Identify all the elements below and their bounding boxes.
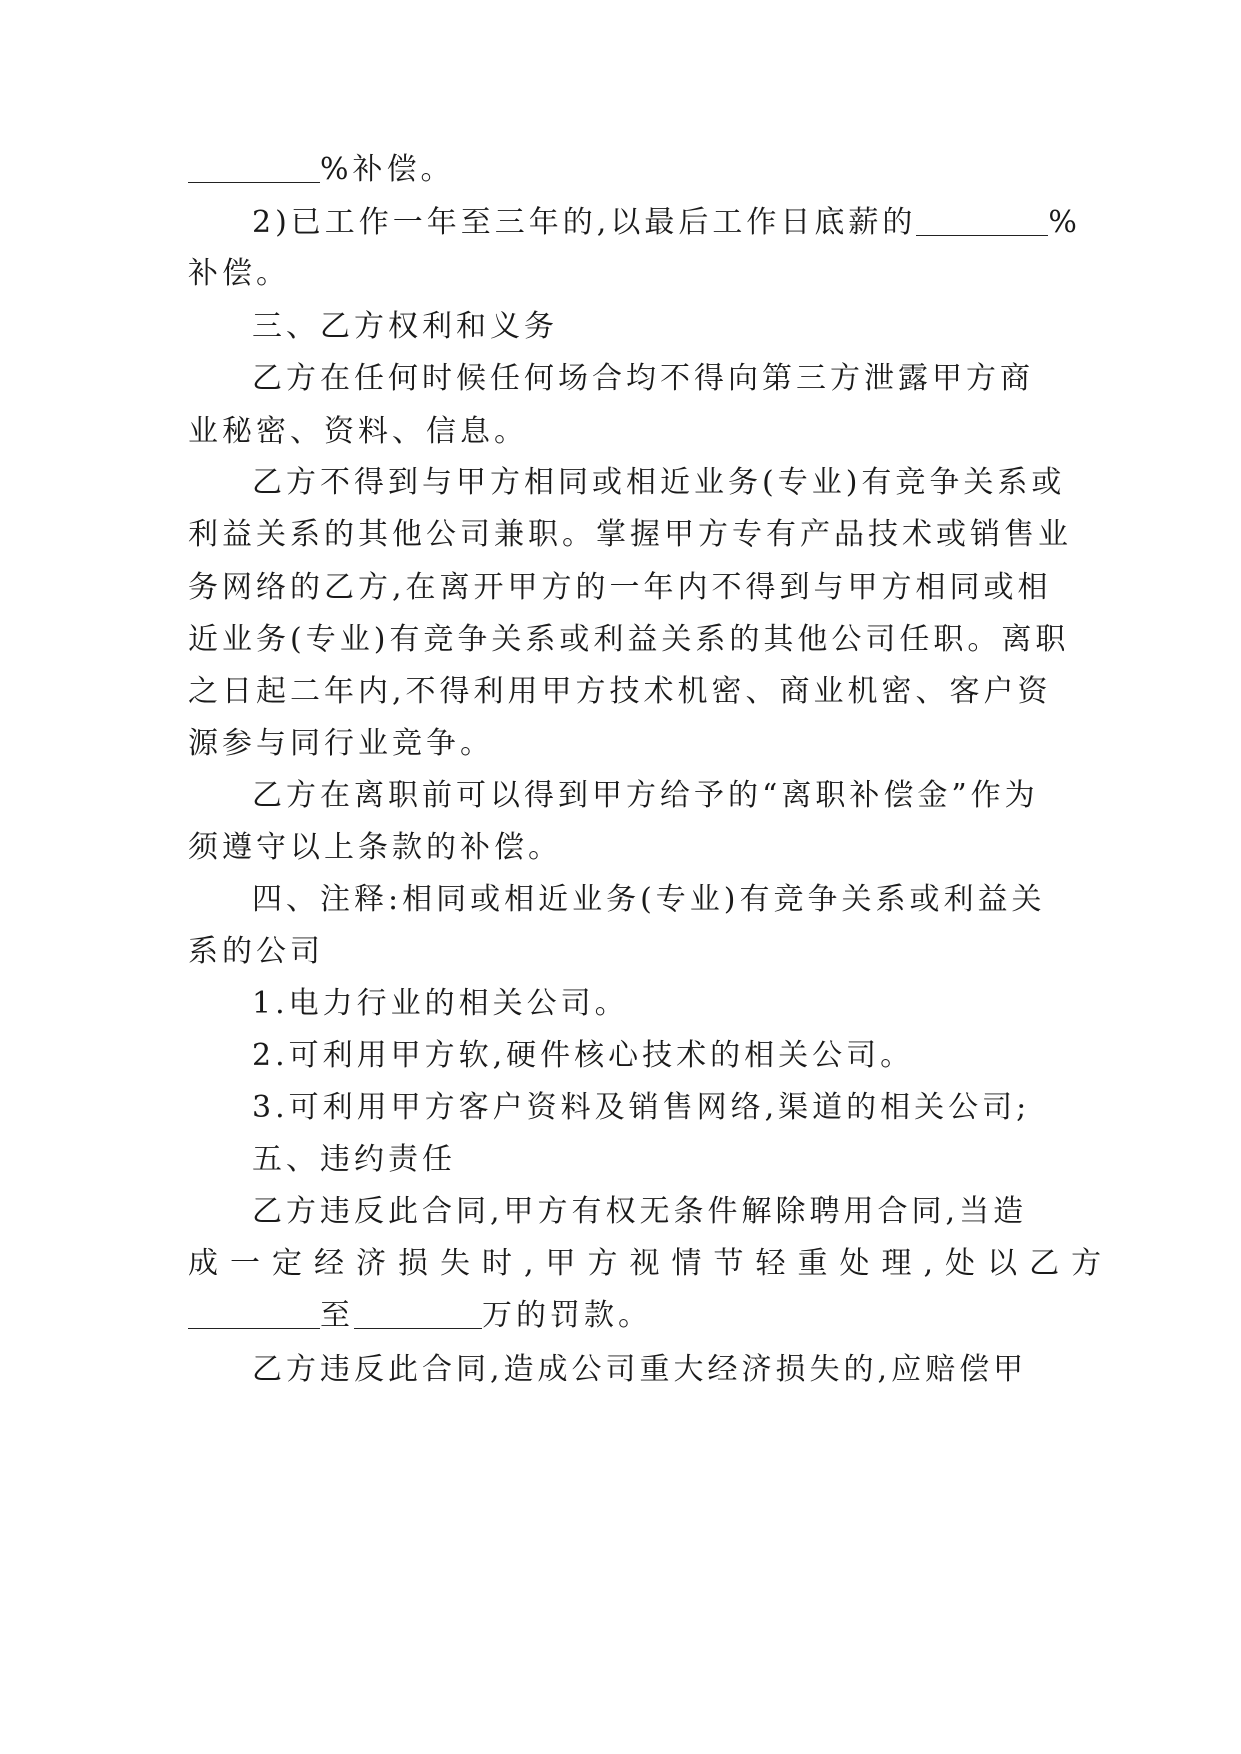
document-line [188, 412, 528, 452]
line-text: 乙方不得到与甲方相同或相近业务(专业)有竞争关系或 [252, 465, 1066, 500]
line-text: 四、注释:相同或相近业务(专业)有竞争关系或利益关 [252, 882, 1046, 917]
percent-sign: % [1048, 205, 1081, 240]
document-line [188, 828, 562, 868]
fill-in-blank[interactable] [188, 154, 320, 183]
document-line [188, 254, 290, 294]
line-text: 业秘密、资料、信息。 [188, 414, 528, 449]
list-item [252, 1088, 1030, 1128]
line-text: 系的公司 [188, 934, 324, 969]
line-text: 近业务(专业)有竞争关系或利益关系的其他公司任职。离职 [188, 622, 1070, 657]
document-line [188, 515, 1072, 555]
line-text: 乙方在离职前可以得到甲方给予的“离职补偿金”作为 [252, 778, 1039, 813]
list-item [252, 1036, 914, 1076]
document-line [252, 203, 1081, 243]
line-text: 乙方在任何时候任何场合均不得向第三方泄露甲方商 [252, 361, 1034, 396]
document-line [188, 1296, 652, 1336]
line-text: 务网络的乙方,在离开甲方的一年内不得到与甲方相同或相 [188, 570, 1052, 605]
line-text: 乙方违反此合同,甲方有权无条件解除聘用合同,当造 [252, 1194, 1028, 1229]
document-line [188, 1244, 1113, 1284]
line-text: 乙方违反此合同,造成公司重大经济损失的,应赔偿甲 [252, 1352, 1028, 1387]
document-line [252, 1192, 1027, 1232]
document-line [188, 932, 324, 972]
document-line [252, 1350, 1027, 1390]
line-text: 补偿。 [188, 256, 290, 291]
line-text: 之日起二年内,不得利用甲方技术机密、商业机密、客户资 [188, 674, 1052, 709]
line-text: 3.可利用甲方客户资料及销售网络,渠道的相关公司; [252, 1090, 1031, 1125]
line-text: 须遵守以上条款的补偿。 [188, 830, 562, 865]
document-line [188, 150, 455, 190]
fill-in-blank[interactable] [354, 1300, 482, 1329]
document-line [188, 568, 1052, 608]
fill-in-blank[interactable] [916, 207, 1048, 236]
line-text: %补偿。 [320, 152, 455, 187]
section-heading [252, 307, 558, 347]
document-line [252, 776, 1039, 816]
fill-in-blank[interactable] [188, 1300, 320, 1329]
line-text: 五、违约责任 [252, 1142, 456, 1177]
document-line [188, 620, 1069, 660]
line-text: 1.电力行业的相关公司。 [252, 986, 629, 1021]
section-heading [252, 1140, 456, 1180]
line-text: 三、乙方权利和义务 [252, 309, 558, 344]
section-heading [252, 880, 1046, 920]
line-text: 至 [320, 1298, 354, 1333]
line-text: 成一定经济损失时,甲方视情节轻重处理,处以乙方 [188, 1246, 1114, 1281]
line-text: 2)已工作一年至三年的,以最后工作日底薪的 [252, 205, 917, 240]
document-line [188, 724, 494, 764]
line-text: 利益关系的其他公司兼职。掌握甲方专有产品技术或销售业 [188, 517, 1072, 552]
list-item [252, 984, 629, 1024]
line-text: 2.可利用甲方软,硬件核心技术的相关公司。 [252, 1038, 915, 1073]
document-line [188, 672, 1052, 712]
document-line [252, 359, 1034, 399]
document-line [252, 463, 1065, 503]
line-text: 万的罚款。 [482, 1298, 652, 1333]
line-text: 源参与同行业竞争。 [188, 726, 494, 761]
